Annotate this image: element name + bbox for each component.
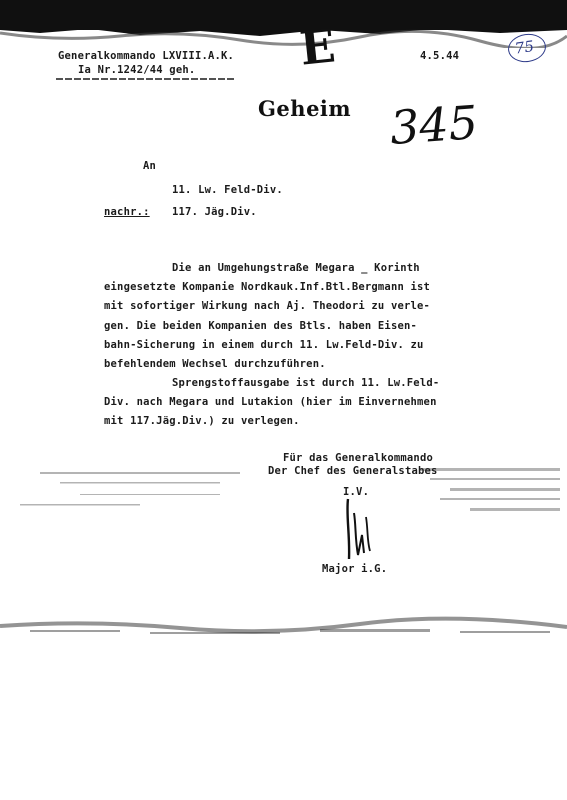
scan-top-band: [0, 0, 567, 48]
handwritten-number: 345: [388, 95, 480, 155]
stamp-letter-e: E: [297, 18, 338, 76]
signature-line-3: I.V.: [343, 486, 370, 498]
body-line-4: gen. Die beiden Kompanien des Btls. haben Eisen-: [104, 320, 418, 332]
body-line-7: Sprengstoffausgabe ist durch 11. Lw.Feld-: [172, 377, 440, 389]
header-command: Generalkommando LXVIII.A.K.: [58, 50, 235, 62]
header-date: 4.5.44: [420, 50, 460, 62]
body-line-3: mit sofortiger Wirkung nach Aj. Theodori zu verle-: [104, 300, 431, 312]
scan-bottom-band: [0, 612, 567, 642]
body-line-9: mit 117.Jäg.Div.) zu verlegen.: [104, 415, 300, 427]
body-line-6: befehlendem Wechsel durchzuführen.: [104, 358, 326, 370]
body-line-8: Div. nach Megara und Lutakion (hier im Einvernehmen: [104, 396, 437, 408]
handwritten-signature: [340, 495, 380, 563]
header-reference: Ia Nr.1242/44 geh.: [78, 64, 196, 76]
body-line-5: bahn-Sicherung in einem durch 11. Lw.Feld-Div. zu: [104, 339, 424, 351]
body-line-1: Die an Umgehungstraße Megara _ Korinth: [172, 262, 420, 274]
scan-noise-band: [0, 464, 567, 524]
cc-addressee: 117. Jäg.Div.: [172, 206, 257, 218]
signature-line-1: Für das Generalkommando: [283, 452, 433, 464]
signature-rank: Major i.G.: [322, 563, 388, 575]
to-label: An: [143, 160, 157, 172]
reference-underline: [56, 76, 236, 82]
classification-mark: Geheim: [258, 96, 352, 121]
to-addressee: 11. Lw. Feld-Div.: [172, 184, 283, 196]
cc-label: nachr.:: [104, 206, 150, 218]
body-line-2: eingesetzte Kompanie Nordkauk.Inf.Btl.Bergmann ist: [104, 281, 431, 293]
page-number: 75: [513, 37, 536, 58]
signature-line-2: Der Chef des Generalstabes: [268, 465, 438, 477]
